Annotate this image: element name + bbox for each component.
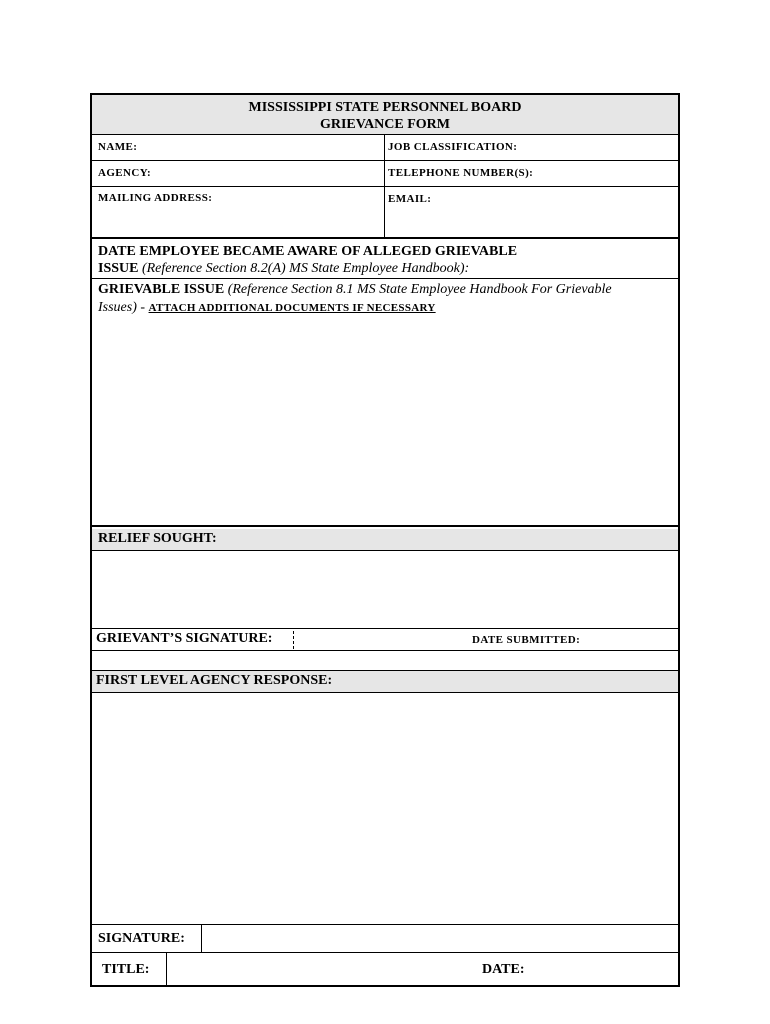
date-aware-issue-label: ISSUE bbox=[98, 261, 139, 276]
first-level-response-area[interactable] bbox=[92, 693, 678, 925]
job-classification-field[interactable]: JOB CLASSIFICATION: bbox=[388, 141, 518, 153]
mailing-address-field[interactable]: MAILING ADDRESS: bbox=[98, 192, 213, 204]
spacer-row bbox=[92, 651, 678, 671]
grievance-form bbox=[90, 93, 680, 987]
grievant-signature-label: GRIEVANT’S SIGNATURE: bbox=[96, 631, 273, 646]
agency-field[interactable]: AGENCY: bbox=[98, 167, 152, 179]
form-title-line1: MISSISSIPPI STATE PERSONNEL BOARD bbox=[248, 100, 522, 115]
signature-label: SIGNATURE: bbox=[98, 931, 185, 946]
first-level-response-label: FIRST LEVEL AGENCY RESPONSE: bbox=[96, 673, 333, 688]
divider bbox=[384, 161, 385, 186]
grievant-signature-field[interactable] bbox=[293, 631, 295, 649]
date-label: DATE: bbox=[482, 962, 525, 977]
signature-field[interactable] bbox=[203, 925, 678, 952]
divider bbox=[166, 953, 167, 985]
email-field[interactable]: EMAIL: bbox=[388, 193, 432, 205]
name-field[interactable]: NAME: bbox=[98, 141, 138, 153]
attach-documents-note: ATTACH ADDITIONAL DOCUMENTS IF NECESSARY bbox=[148, 302, 436, 314]
grievant-signature-row bbox=[92, 629, 678, 651]
form-title-line2: GRIEVANCE FORM bbox=[319, 117, 451, 132]
date-submitted-label: DATE SUBMITTED: bbox=[472, 634, 581, 646]
date-aware-row[interactable] bbox=[92, 241, 678, 279]
grievable-issue-line2 bbox=[98, 300, 436, 316]
divider bbox=[384, 135, 385, 160]
grievable-issue-line1 bbox=[98, 282, 612, 298]
divider bbox=[201, 925, 202, 952]
grievable-issue-section[interactable] bbox=[92, 279, 678, 527]
signature-row bbox=[92, 925, 678, 953]
divider bbox=[384, 187, 385, 237]
form-header bbox=[92, 95, 678, 135]
title-field[interactable] bbox=[168, 953, 468, 985]
relief-sought-area[interactable] bbox=[92, 551, 678, 629]
date-aware-line2 bbox=[98, 261, 469, 277]
grievable-issue-reference: (Reference Section 8.1 MS State Employee Handbook For Grievable bbox=[227, 282, 612, 297]
title-row bbox=[92, 953, 678, 985]
title-label: TITLE: bbox=[102, 962, 150, 977]
grievable-issue-label: GRIEVABLE ISSUE bbox=[98, 282, 225, 297]
date-aware-line1: DATE EMPLOYEE BECAME AWARE OF ALLEGED GRIEVABLE bbox=[98, 244, 518, 259]
date-aware-reference: (Reference Section 8.2(A) MS State Employee Handbook): bbox=[141, 261, 470, 276]
relief-sought-label: RELIEF SOUGHT: bbox=[98, 531, 217, 546]
grievable-issue-reference-cont: Issues) - bbox=[98, 300, 146, 315]
address-row bbox=[92, 187, 678, 239]
relief-sought-header bbox=[92, 529, 678, 551]
first-level-response-header bbox=[92, 671, 678, 693]
name-row bbox=[92, 135, 678, 161]
telephone-field[interactable]: TELEPHONE NUMBER(S): bbox=[388, 167, 534, 179]
agency-row bbox=[92, 161, 678, 187]
